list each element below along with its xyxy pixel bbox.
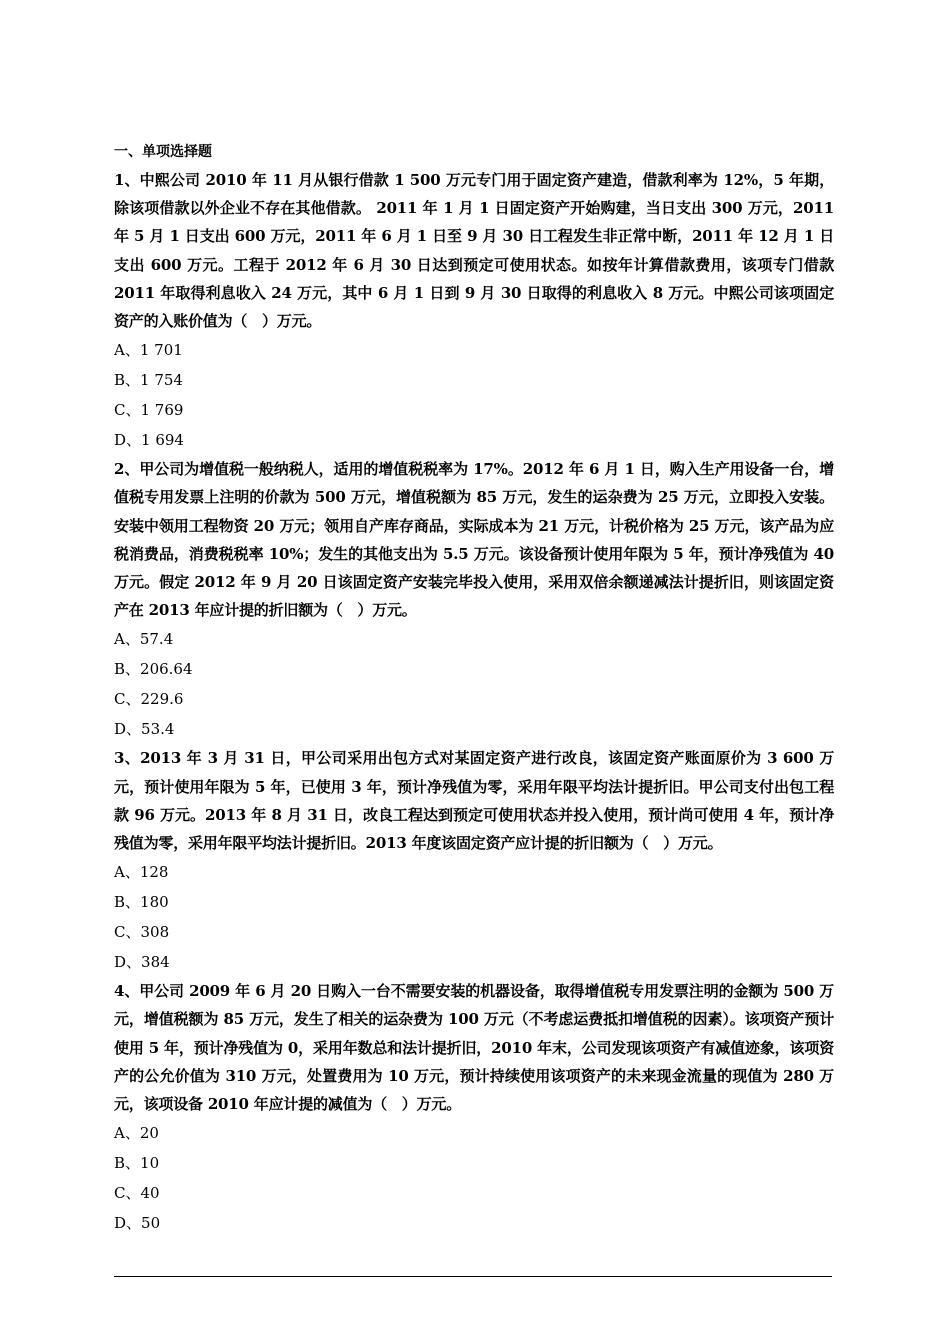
option-list	[114, 624, 834, 744]
option-list	[114, 1118, 834, 1238]
question-stem: 1、中熙公司 2010 年 11 月从银行借款 1 500 万元专门用于固定资产建造，借款利率为 12%，5 年期，除该项借款以外企业不存在其他借款。 2011 年 1 月 1 日固定资产开始购建，当日支出 300 万元，2011 年 5 月 1 日支出 600 万元，2011 年 6 月 1 日至 9 月 30 日工程发生非正常中断，2011 年 12 月 1 日支出 600 万元。工程于 2012 年 6 月 30 日达到预定可使用状态。如按年计算借款费用，该项专门借款 2011 年取得利息收入 24 万元，其中 6 月 1 日到 9 月 30 日取得的利息收入 8 万元。中熙公司该项固定资产的入账价值为（ ）万元。	[114, 171, 834, 331]
question-stem: 3、2013 年 3 月 31 日，甲公司采用出包方式对某固定资产进行改良，该固定资产账面原价为 3 600 万元，预计使用年限为 5 年，已使用 3 年，预计净残值为零，采用年限平均法计提折旧。甲公司支付出包工程款 96 万元。2013 年 8 月 31 日，改良工程达到预定可使用状态并投入使用，预计尚可使用 4 年，预计净残值为零，采用年限平均法计提折旧。2013 年度该固定资产应计提的折旧额为（ ）万元。	[114, 749, 834, 853]
option-list	[114, 857, 834, 977]
question-1	[114, 166, 834, 455]
question-2	[114, 455, 834, 744]
option-c: C、308	[114, 923, 170, 942]
option-a: A、128	[114, 863, 169, 882]
option-a: A、57.4	[114, 630, 174, 649]
option-b: B、206.64	[114, 660, 193, 679]
option-b: B、10	[114, 1154, 160, 1173]
option-c: C、229.6	[114, 690, 184, 709]
question-4	[114, 977, 834, 1238]
option-d: D、384	[114, 953, 170, 972]
section-title: 一、单项选择题	[114, 144, 212, 160]
question-stem: 4、甲公司 2009 年 6 月 20 日购入一台不需要安装的机器设备，取得增值税专用发票注明的金额为 500 万元，增值税额为 85 万元，发生了相关的运杂费为 100 万元（不考虑运费抵扣增值税的因素）。该项资产预计使用 5 年，预计净残值为 0，采用年数总和法计提折旧，2010 年末，公司发现该项资产有减值迹象，该项资产的公允价值为 310 万元，处置费用为 10 万元，预计持续使用该项资产的未来现金流量的现值为 280 万元，该项设备 2010 年应计提的减值为（ ）万元。	[114, 982, 834, 1114]
option-c: C、1 769	[114, 401, 184, 420]
option-b: B、1 754	[114, 371, 183, 390]
footer-divider	[114, 1276, 832, 1277]
option-list	[114, 335, 834, 455]
exam-page	[114, 138, 834, 1238]
option-b: B、180	[114, 893, 169, 912]
option-c: C、40	[114, 1184, 160, 1203]
option-d: D、50	[114, 1214, 161, 1233]
option-d: D、1 694	[114, 431, 184, 450]
option-a: A、1 701	[114, 341, 183, 360]
question-stem: 2、甲公司为增值税一般纳税人，适用的增值税税率为 17%。2012 年 6 月 1 日，购入生产用设备一台，增值税专用发票上注明的价款为 500 万元，增值税额为 85 万元，发生的运杂费为 25 万元，立即投入安装。安装中领用工程物资 20 万元；领用自产库存商品，实际成本为 21 万元，计税价格为 25 万元，该产品为应税消费品，消费税税率 10%；发生的其他支出为 5.5 万元。该设备预计使用年限为 5 年，预计净残值为 40 万元。假定 2012 年 9 月 20 日该固定资产安装完毕投入使用，采用双倍余额递减法计提折旧，则该固定资产在 2013 年应计提的折旧额为（ ）万元。	[114, 460, 834, 620]
question-3	[114, 744, 834, 977]
option-a: A、20	[114, 1124, 159, 1143]
option-d: D、53.4	[114, 720, 175, 739]
